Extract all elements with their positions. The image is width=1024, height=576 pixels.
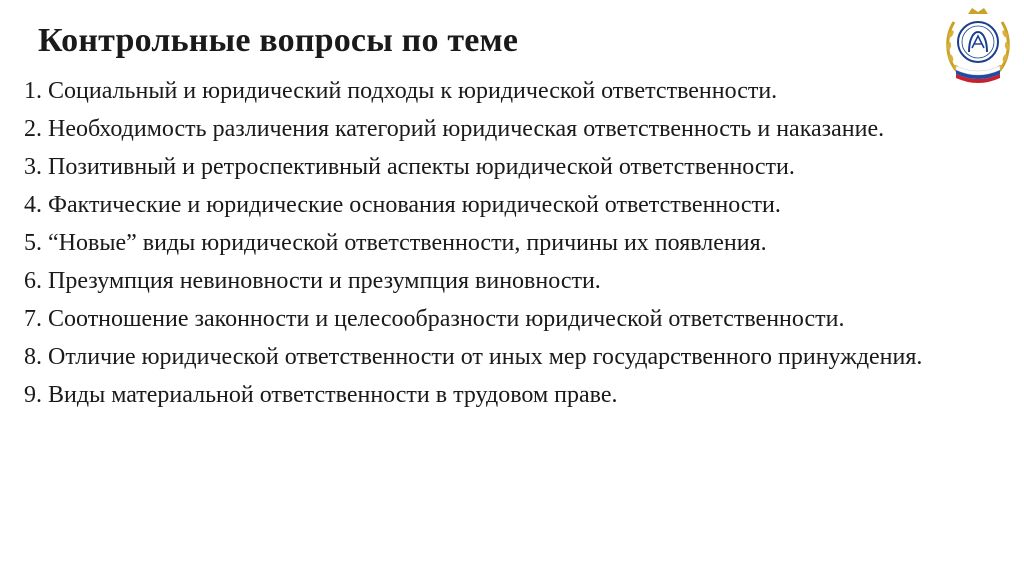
question-item: 2. Необходимость различения категорий юридическая ответственность и наказание. xyxy=(24,116,885,142)
slide-title: Контрольные вопросы по теме xyxy=(38,22,519,59)
question-item: 5. “Новые” виды юридической ответственности, причины их появления. xyxy=(24,230,767,256)
question-item: 7. Соотношение законности и целесообразности юридической ответственности. xyxy=(24,306,845,332)
university-emblem-icon xyxy=(938,4,1018,84)
questions-list xyxy=(24,76,984,418)
question-item: 1. Социальный и юридический подходы к юридической ответственности. xyxy=(24,78,778,104)
question-item: 4. Фактические и юридические основания юридической ответственности. xyxy=(24,192,781,218)
question-item: 8. Отличие юридической ответственности от иных мер государственного принуждения. xyxy=(24,344,923,370)
question-item: 6. Презумпция невиновности и презумпция виновности. xyxy=(24,268,601,294)
question-item: 9. Виды материальной ответственности в трудовом праве. xyxy=(24,382,618,408)
question-item: 3. Позитивный и ретроспективный аспекты юридической ответственности. xyxy=(24,154,795,180)
